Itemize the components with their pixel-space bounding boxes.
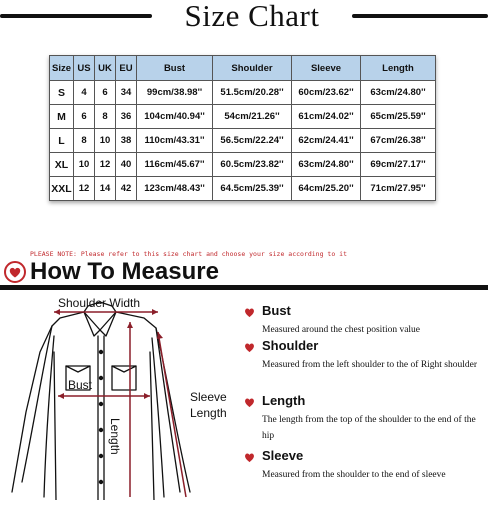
table-row bbox=[50, 177, 436, 201]
table-cell: L bbox=[50, 129, 74, 153]
heart-icon bbox=[244, 342, 255, 353]
table-cell: 6 bbox=[74, 105, 95, 129]
measure-desc: Measured from the left shoulder to the of Right shoulder bbox=[262, 360, 478, 370]
table-row bbox=[50, 81, 436, 105]
shoulder-width-label: Shoulder Width bbox=[58, 296, 141, 310]
heart-icon bbox=[244, 397, 255, 408]
column-header: Bust bbox=[137, 56, 213, 81]
measure-title: Bust bbox=[262, 303, 291, 318]
bust-label: Bust bbox=[68, 378, 93, 392]
size-chart-header bbox=[0, 0, 488, 34]
table-cell: 36 bbox=[116, 105, 137, 129]
page-title: Size Chart bbox=[184, 0, 320, 33]
table-cell: 104cm/40.94'' bbox=[137, 105, 213, 129]
table-cell: 10 bbox=[95, 129, 116, 153]
table-cell: 42 bbox=[116, 177, 137, 201]
size-table bbox=[49, 55, 436, 201]
table-cell: 12 bbox=[95, 153, 116, 177]
table-cell: XL bbox=[50, 153, 74, 177]
column-header: Length bbox=[361, 56, 436, 81]
table-cell: 62cm/24.41'' bbox=[292, 129, 361, 153]
how-to-measure-title: How To Measure bbox=[30, 258, 219, 285]
table-cell: XXL bbox=[50, 177, 74, 201]
table-cell: 63cm/24.80'' bbox=[361, 81, 436, 105]
table-cell: 71cm/27.95'' bbox=[361, 177, 436, 201]
table-cell: 64cm/25.20'' bbox=[292, 177, 361, 201]
table-cell: M bbox=[50, 105, 74, 129]
table-cell: 65cm/25.59'' bbox=[361, 105, 436, 129]
table-cell: 61cm/24.02'' bbox=[292, 105, 361, 129]
table-cell: 38 bbox=[116, 129, 137, 153]
column-header: Size bbox=[50, 56, 74, 81]
table-cell: 67cm/26.38'' bbox=[361, 129, 436, 153]
heart-icon bbox=[244, 452, 255, 463]
measure-title: Length bbox=[262, 393, 306, 408]
table-cell: 8 bbox=[74, 129, 95, 153]
table-cell: 56.5cm/22.24'' bbox=[213, 129, 292, 153]
table-cell: 40 bbox=[116, 153, 137, 177]
table-row bbox=[50, 105, 436, 129]
table-cell: 8 bbox=[95, 105, 116, 129]
table-cell: 60cm/23.62'' bbox=[292, 81, 361, 105]
measure-desc: Measured from the shoulder to the end of sleeve bbox=[262, 470, 446, 480]
table-header-row bbox=[50, 56, 436, 81]
table-cell: 10 bbox=[74, 153, 95, 177]
table-cell: S bbox=[50, 81, 74, 105]
measure-desc: The length from the top of the shoulder to the end of the hip bbox=[262, 415, 476, 441]
table-cell: 64.5cm/25.39'' bbox=[213, 177, 292, 201]
table-cell: 34 bbox=[116, 81, 137, 105]
column-header: UK bbox=[95, 56, 116, 81]
title-rule-left bbox=[0, 14, 152, 18]
length-label: Length bbox=[108, 418, 122, 455]
sleeve-length-label-line2: Length bbox=[190, 406, 227, 420]
table-cell: 110cm/43.31'' bbox=[137, 129, 213, 153]
table-cell: 116cm/45.67'' bbox=[137, 153, 213, 177]
column-header: US bbox=[74, 56, 95, 81]
table-row bbox=[50, 129, 436, 153]
table-cell: 63cm/24.80'' bbox=[292, 153, 361, 177]
heart-icon bbox=[4, 261, 26, 283]
table-cell: 69cm/27.17'' bbox=[361, 153, 436, 177]
table-cell: 60.5cm/23.82'' bbox=[213, 153, 292, 177]
table-cell: 4 bbox=[74, 81, 95, 105]
table-cell: 14 bbox=[95, 177, 116, 201]
shirt-diagram bbox=[0, 292, 240, 500]
table-cell: 123cm/48.43'' bbox=[137, 177, 213, 201]
table-row bbox=[50, 153, 436, 177]
table-cell: 6 bbox=[95, 81, 116, 105]
size-note: PLEASE NOTE: Please refer to this size chart and choose your size according to it bbox=[30, 250, 347, 258]
table-cell: 12 bbox=[74, 177, 95, 201]
column-header: EU bbox=[116, 56, 137, 81]
title-rule-right bbox=[352, 14, 488, 18]
table-cell: 54cm/21.26'' bbox=[213, 105, 292, 129]
measure-desc: Measured around the chest position value bbox=[262, 325, 421, 335]
table-cell: 51.5cm/20.28'' bbox=[213, 81, 292, 105]
measure-title: Sleeve bbox=[262, 448, 304, 463]
sleeve-length-label-line1: Sleeve bbox=[190, 390, 227, 404]
heart-icon bbox=[244, 307, 255, 318]
column-header: Sleeve bbox=[292, 56, 361, 81]
column-header: Shoulder bbox=[213, 56, 292, 81]
measure-title: Shoulder bbox=[262, 338, 319, 353]
table-cell: 99cm/38.98'' bbox=[137, 81, 213, 105]
section-rule bbox=[0, 285, 488, 290]
